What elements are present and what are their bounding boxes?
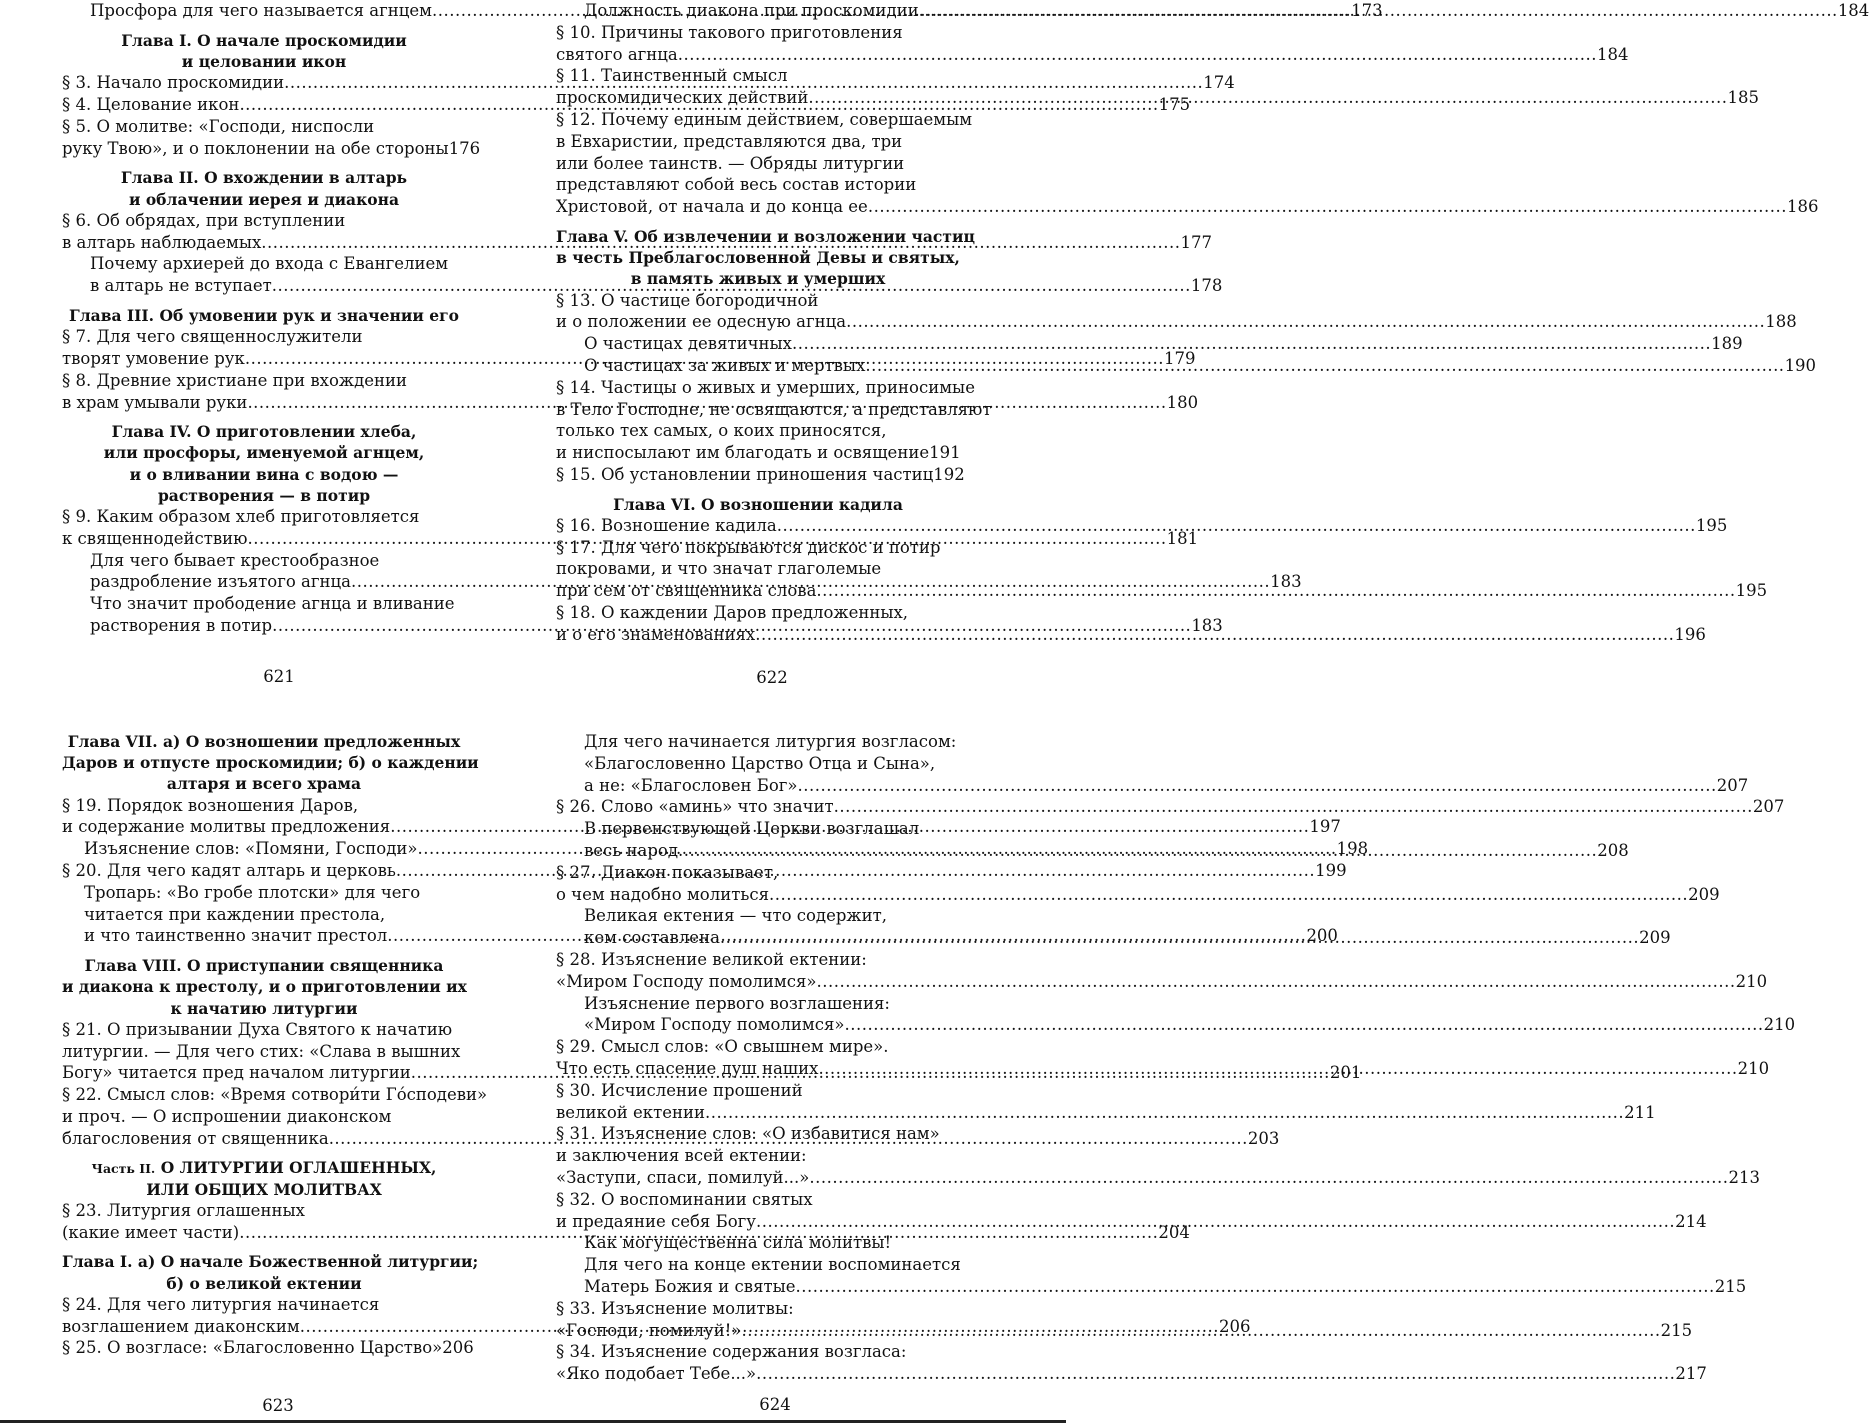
toc-line: «Благословенно Царство Отца и Сына»,	[584, 753, 936, 773]
toc-entry: Что есть спасение душ наших ..... 210	[556, 1058, 960, 1080]
chapter-heading: Глава III. Об умовении рук и значении его	[69, 305, 459, 325]
toc-line: § 34. Изъяснение содержания возгласа:	[556, 1342, 907, 1362]
toc-entry: Должность диакона при проскомидии ..... 184	[556, 0, 960, 22]
toc-line: § 28. Изъяснение великой ектении:	[556, 949, 867, 969]
toc-entry: о чем надобно молиться ..... 209	[556, 884, 960, 906]
toc-line: § 9. Каким образом хлеб приготовляется	[62, 507, 420, 527]
toc-line: § 5. О молитве: «Господи, ниспосли	[62, 116, 375, 136]
chapter-heading: Глава II. О вхождении в алтарь	[120, 168, 408, 188]
chapter-heading: Глава VII. а) О возношении предложенных	[67, 732, 461, 751]
toc-line: § 21. О призывании Духа Святого к начатию	[62, 1019, 453, 1039]
toc-entry: Матерь Божия и святые ..... 215	[556, 1276, 960, 1298]
toc-entry: (какие имеет части) ..... 204	[62, 1222, 466, 1244]
toc-entry: при сем от священника слова ..... 195	[556, 580, 960, 602]
toc-line: § 18. О каждении Даров предложенных,	[556, 603, 909, 623]
toc-entry: а не: «Благословен Бог» ..... 207	[556, 775, 960, 797]
toc-line: Тропарь: «Во гробе плотски» для чего	[84, 882, 421, 902]
toc-entry: § 16. Возношение кадила ..... 195	[556, 515, 960, 537]
chapter-heading: и диакона к престолу, и о приготовлении их	[62, 977, 467, 997]
toc-line: читается при каждении престола,	[84, 904, 386, 924]
toc-line: Для чего на конце ектении воспоминается	[584, 1255, 961, 1275]
toc-entry: в алтарь не вступает ..... 178	[62, 275, 466, 297]
chapter-heading: и целовании икон	[181, 51, 347, 71]
toc-line: Для чего бывает крестообразное	[90, 550, 380, 570]
toc-entry: О частицах за живых и мертвых ..... 190	[556, 355, 960, 377]
toc-line: § 23. Литургия оглашенных	[62, 1200, 305, 1220]
toc-line: § 12. Почему единым действием, совершаемым	[556, 109, 973, 129]
toc-entry: § 20. Для чего кадят алтарь и церковь ..... 199	[62, 860, 466, 882]
toc-entry: и предаяние себя Богу ..... 214	[556, 1211, 960, 1233]
toc-line: литургии. — Для чего стих: «Слава в вышних	[62, 1041, 461, 1061]
chapter-heading: Глава IV. О приготовлении хлеба,	[111, 422, 417, 442]
toc-line: § 32. О воспоминании святых	[556, 1189, 813, 1209]
chapter-heading: Глава I. О начале проскомидии	[121, 30, 407, 50]
toc-line: § 24. Для чего литургия начинается	[62, 1294, 380, 1314]
toc-line: Великая ектения — что содержит,	[584, 906, 887, 926]
chapter-heading: Глава I. а) О начале Божественной литургии;	[62, 1252, 479, 1272]
toc-entry: в алтарь наблюдаемых ..... 177	[62, 232, 466, 254]
toc-entry: в храм умывали руки ..... 180	[62, 392, 466, 414]
toc-entry: § 4. Целование икон ..... 175	[62, 94, 466, 116]
toc-entry: благословения от священника ..... 203	[62, 1128, 466, 1150]
toc-line: § 7. Для чего священнослужители	[62, 327, 363, 347]
toc-line: Как могущественна сила молитвы!	[584, 1233, 892, 1253]
toc-line: Что значит прободение агнца и вливание	[90, 594, 455, 614]
toc-line: и проч. — О испрошении диаконском	[62, 1106, 392, 1126]
toc-entry: к священнодействию ..... 181	[62, 528, 466, 550]
chapter-heading: б) о великой ектении	[166, 1273, 362, 1293]
toc-line: только тех самых, о коих приносятся,	[556, 421, 887, 441]
bottom-rule	[0, 1420, 1066, 1423]
toc-entry: руку Твою», и о поклонении на обе стороны 176	[62, 138, 481, 158]
toc-entry: «Миром Господу помолимся» ..... 210	[556, 1014, 960, 1036]
toc-line: § 22. Смысл слов: «Время сотвори́ти Го́сподеви»	[62, 1085, 488, 1105]
chapter-heading: алтаря и всего храма	[166, 774, 362, 794]
chapter-heading: в честь Преблагословенной Девы и святых,	[556, 248, 960, 268]
toc-line: § 29. Смысл слов: «О свышнем мире».	[556, 1037, 889, 1057]
toc-line: § 14. Частицы о живых и умерших, приносимые	[556, 377, 975, 397]
toc-entry: Просфора для чего называется агнцем ..... 173	[62, 0, 466, 22]
toc-entry: раздробление изъятого агнца ..... 183	[62, 571, 466, 593]
toc-entry: § 25. О возгласе: «Благословенно Царство» 206	[62, 1338, 474, 1358]
chapter-heading: к начатию литургии	[170, 998, 358, 1018]
toc-line: § 13. О частице богородичной	[556, 290, 819, 310]
toc-entry: Изъяснение слов: «Помяни, Господи» ..... 198	[62, 838, 466, 860]
part-heading: ИЛИ ОБЩИХ МОЛИТВАХ	[146, 1179, 382, 1199]
toc-entry: великой ектении ..... 211	[556, 1102, 960, 1124]
page-number: 624	[759, 1395, 791, 1414]
toc-line: представляют собой весь состав истории	[556, 175, 917, 195]
chapter-heading: и о вливании вина с водою —	[129, 464, 399, 484]
toc-entry: «Миром Господу помолимся» ..... 210	[556, 971, 960, 993]
page-number: 621	[263, 667, 295, 686]
chapter-heading: Глава V. Об извлечении и возложении частиц	[556, 226, 975, 246]
toc-entry: и содержание молитвы предложения ..... 197	[62, 816, 466, 838]
toc-line: и заключения всей ектении:	[556, 1146, 807, 1166]
toc-entry: и что таинственно значит престол ..... 200	[62, 925, 466, 947]
toc-line: § 27. Диакон показывает,	[556, 862, 779, 882]
toc-line: § 17. Для чего покрываются дискос и потир	[556, 537, 941, 557]
toc-entry: и ниспосылают им благодать и освящение 191	[556, 443, 961, 463]
toc-entry: кем составлена ..... 209	[556, 927, 960, 949]
chapter-heading: и облачении иерея и диакона	[128, 189, 400, 209]
toc-line: § 6. Об обрядах, при вступлении	[62, 210, 346, 230]
toc-line: § 19. Порядок возношения Даров,	[62, 795, 359, 815]
toc-line: Изъяснение первого возглашения:	[584, 993, 890, 1013]
toc-entry: проскомидических действий ..... 185	[556, 87, 960, 109]
toc-entry: возглашением диаконским ..... 206	[62, 1316, 466, 1338]
toc-line: § 11. Таинственный смысл	[556, 66, 788, 86]
toc-entry: и о его знаменованиях ..... 196	[556, 624, 960, 646]
toc-line: Для чего начинается литургия возгласом:	[584, 732, 957, 751]
toc-entry: весь народ ..... 208	[556, 840, 960, 862]
toc-entry: § 3. Начало проскомидии ..... 174	[62, 72, 466, 94]
toc-line: § 31. Изъяснение слов: «О избавитися нам»	[556, 1124, 940, 1144]
toc-entry: святого агнца ..... 184	[556, 44, 960, 66]
toc-line: В первенствующей Церкви возглашал	[584, 819, 920, 839]
toc-line: в Евхаристии, представляются два, три	[556, 131, 903, 151]
toc-line: Почему архиерей до входа с Евангелием	[90, 254, 449, 274]
toc-entry: О частицах девятичных ..... 189	[556, 333, 960, 355]
part-heading: Часть II. О ЛИТУРГИИ ОГЛАШЕННЫХ,	[91, 1158, 437, 1178]
toc-line: § 30. Исчисление прошений	[556, 1080, 803, 1100]
toc-entry: «Яко подобает Тебе...» ..... 217	[556, 1363, 960, 1385]
toc-line: § 8. Древние христиане при вхождении	[62, 370, 408, 390]
chapter-heading: Даров и отпусте проскомидии; б) о каждении	[62, 753, 479, 773]
page-number: 622	[756, 668, 788, 687]
chapter-heading: или просфоры, именуемой агнцем,	[103, 443, 425, 463]
toc-entry: и о положении ее одесную агнца ..... 188	[556, 311, 960, 333]
toc-entry: творят умовение рук ..... 179	[62, 348, 466, 370]
toc-entry: § 26. Слово «аминь» что значит ..... 207	[556, 796, 960, 818]
toc-entry: «Господи, помилуй!» ..... 215	[556, 1320, 960, 1342]
page-number: 623	[262, 1396, 294, 1415]
toc-line: § 10. Причины такового приготовления	[556, 22, 903, 42]
toc-line: или более таинств. — Обряды литургии	[556, 153, 905, 173]
chapter-heading: Глава VIII. О приступании священника	[84, 956, 444, 976]
chapter-heading: Глава VI. О возношении кадила	[613, 494, 903, 514]
toc-line: в Тело Господне, не освящаются, а представляют	[556, 399, 992, 419]
toc-entry: растворения в потир ..... 183	[62, 615, 466, 637]
chapter-heading: растворения — в потир	[157, 485, 371, 505]
toc-entry: «Заступи, спаси, помилуй...» ..... 213	[556, 1167, 960, 1189]
toc-entry: § 15. Об установлении приношения частиц 192	[556, 464, 965, 484]
toc-line: покровами, и что значат глаголемые	[556, 559, 882, 579]
toc-entry: Богу» читается пред началом литургии ..... 201	[62, 1062, 466, 1084]
toc-entry: Христовой, от начала и до конца ее ..... 186	[556, 196, 960, 218]
chapter-heading: в память живых и умерших	[630, 269, 886, 289]
toc-line: § 33. Изъяснение молитвы:	[556, 1298, 794, 1318]
